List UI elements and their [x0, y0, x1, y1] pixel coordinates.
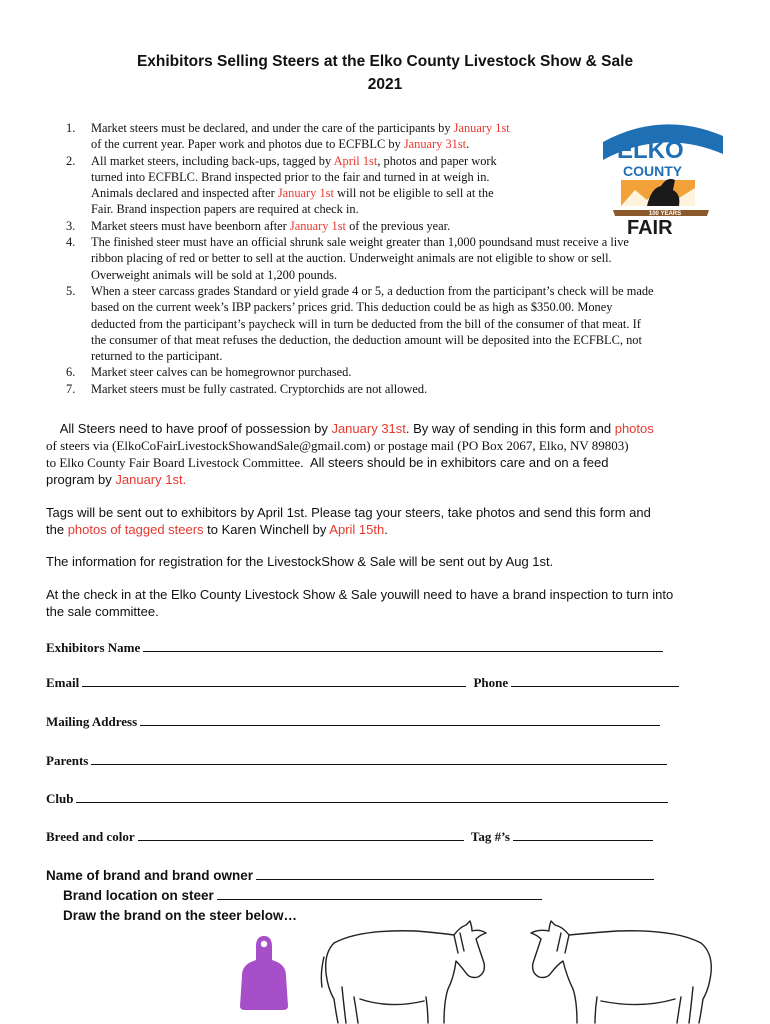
text-line [46, 471, 726, 488]
rule-item [44, 283, 724, 364]
text-segment: Fair. Brand inspection papers are required at check in. [91, 202, 359, 217]
parents-line[interactable] [91, 752, 667, 765]
text-line [91, 185, 611, 201]
text-line [46, 586, 726, 603]
rule-number: 2. [66, 153, 76, 168]
ear-tag-icon [234, 932, 294, 1012]
text-segment: of the current year. Paper work and photos due to ECFBLC by [91, 137, 404, 152]
text-segment: Animals declared and inspected after [91, 186, 278, 201]
text-line [46, 521, 726, 538]
text-segment: Market steers must be fully castrated. Cryptorchids are not allowed. [91, 381, 428, 396]
text-segment: Market steers must be declared, and under the care of the participants by [91, 121, 454, 135]
tag-label: Tag #’s [470, 829, 510, 844]
text-segment: Market steer calves can be homegrownor purchased. [91, 365, 352, 380]
highlighted-text: January 31st [403, 137, 467, 152]
instruction-paragraph [46, 553, 726, 570]
text-line [91, 234, 724, 250]
tag-line[interactable] [513, 828, 653, 841]
email-line[interactable] [82, 674, 466, 687]
highlighted-text: January 1st [453, 121, 510, 135]
highlighted-text: photos of tagged steers [67, 522, 204, 537]
highlighted-text: January 1st [289, 218, 346, 233]
instruction-paragraph [46, 504, 726, 538]
text-line [91, 299, 724, 315]
logo-county: COUNTY [623, 163, 683, 179]
text-segment: deducted from the participant’s paycheck will in turn be deducted from the bill of the consumer of that meat. If [91, 316, 641, 331]
text-line [91, 348, 724, 364]
rules-list [44, 120, 724, 397]
text-segment: The finished steer must have an official shrunk sale weight greater than 1,000 poundsand must receive a live [91, 235, 629, 250]
rule-number: 7. [66, 381, 76, 396]
phone-label: Phone [473, 675, 509, 690]
logo-arc-text: Livestock Show and Sale [609, 114, 686, 137]
text-segment: based on the current week’s IBP packers’ prices grid. This deduction could be as high as $350.00. Money [91, 300, 613, 315]
text-segment: will not be eligible to sell at the [333, 186, 494, 201]
mailing-address-field[interactable] [46, 713, 660, 730]
title-year: 2021 [367, 76, 403, 93]
highlighted-text: January 31st [331, 421, 406, 436]
highlighted-text: April 1st [333, 153, 378, 168]
text-segment: turned into ECFBLC. Brand inspected prior to the fair and turned in at weigh in. [91, 169, 490, 184]
text-line [91, 381, 724, 397]
breed-color-label: Breed and color [46, 829, 135, 844]
rule-number: 4. [66, 235, 76, 250]
rule-number: 5. [66, 283, 76, 298]
instruction-paragraph [46, 586, 726, 620]
instruction-paragraph [46, 420, 726, 488]
text-segment: the sale committee. [46, 604, 159, 619]
breed-color-line[interactable] [138, 828, 464, 841]
breed-color-field[interactable] [46, 828, 653, 845]
text-line [46, 553, 726, 570]
text-segment: . [466, 137, 470, 152]
club-label: Club [46, 791, 74, 806]
logo-years: 100 YEARS [648, 211, 682, 217]
text-line [46, 437, 726, 454]
text-line [46, 603, 726, 620]
text-segment: ribbon placing of red or better to sell at the auction. Underweight animals are not eligible to show or sell. [91, 251, 612, 266]
rule-item [44, 381, 724, 397]
text-line [46, 420, 726, 437]
text-line [91, 201, 611, 217]
text-line [91, 120, 611, 136]
text-segment: The information for registration for the LivestockShow & Sale will be sent out by Aug 1st. [46, 554, 554, 569]
email-field[interactable] [46, 674, 679, 691]
text-line [91, 364, 724, 380]
text-segment: to Karen Winchell by [203, 522, 330, 537]
logo-elko: ELKO [617, 137, 684, 164]
mailing-address-line[interactable] [140, 713, 660, 726]
parents-field[interactable] [46, 752, 667, 769]
steer-outline-left[interactable] [320, 917, 495, 1024]
highlighted-text: photos [614, 421, 654, 436]
rule-number: 1. [66, 121, 76, 135]
text-segment: of the previous year. [345, 218, 451, 233]
draw-brand-instruction: Draw the brand on the steer below… [63, 908, 298, 923]
text-line [91, 332, 724, 348]
rule-item [44, 234, 724, 283]
text-segment: program by [46, 472, 116, 487]
text-segment: of steers via (ElkoCoFairLivestockShowandSale@gmail.com) or postage mail (PO Box 2067, Elko, NV 89803) [46, 438, 629, 453]
text-line [46, 504, 726, 521]
text-segment: . By way of sending in this form and [405, 421, 615, 436]
brand-location-line[interactable] [217, 887, 542, 900]
brand-location-label: Brand location on steer [63, 888, 214, 903]
logo-fair: FAIR [627, 217, 673, 235]
rule-item [44, 364, 724, 380]
mailing-address-label: Mailing Address [46, 714, 138, 729]
rule-number: 6. [66, 365, 76, 380]
exhibitors-name-label: Exhibitors Name [46, 640, 141, 655]
text-segment: returned to the participant. [91, 349, 223, 364]
highlighted-text: January 1st. [115, 472, 187, 487]
text-line [91, 267, 724, 283]
email-label: Email [46, 675, 80, 690]
highlighted-text: April 15th [329, 522, 385, 537]
text-segment: At the check in at the Elko County Livestock Show & Sale youwill need to have a brand inspection to turn into [46, 587, 674, 602]
text-line [91, 250, 724, 266]
text-segment: All Steers need to have proof of possession by [46, 421, 332, 436]
rule-item [44, 120, 611, 153]
text-segment: , photos and paper work [377, 153, 497, 168]
brand-owner-field[interactable] [46, 867, 654, 885]
rule-number: 3. [66, 218, 76, 233]
text-segment: the [46, 522, 68, 537]
text-segment: All market steers, including back-ups, tagged by [91, 153, 334, 168]
text-segment: the consumer of that meat refuses the deduction, the deduction amount will be deposited into the ECFBLC, not [91, 332, 642, 347]
exhibitors-name-line[interactable] [143, 639, 663, 652]
text-line [91, 169, 611, 185]
text-segment: Tags will be sent out to exhibitors by April 1st. Please tag your steers, take photos and send this form and [46, 505, 651, 520]
text-line [91, 316, 724, 332]
text-segment: Market steers must have beenborn after [91, 218, 290, 233]
brand-owner-line[interactable] [256, 867, 654, 880]
rule-item [44, 218, 611, 234]
text-line [46, 454, 726, 471]
text-line [91, 153, 611, 169]
title-line-1: Exhibitors Selling Steers at the Elko County Livestock Show & Sale [136, 53, 634, 70]
exhibitors-name-field[interactable] [46, 639, 663, 656]
text-segment: . [384, 522, 388, 537]
page-title [0, 50, 770, 96]
text-line [91, 283, 724, 299]
steer-outline-right[interactable] [505, 917, 715, 1024]
text-line [91, 218, 611, 234]
text-segment: All steers should be in exhibitors care and on a feed [303, 455, 609, 470]
rule-item [44, 153, 611, 218]
parents-label: Parents [46, 753, 89, 768]
text-segment: Overweight animals will be sold at 1,200 pounds. [91, 267, 338, 282]
phone-line[interactable] [511, 674, 679, 687]
text-segment: to Elko County Fair Board Livestock Committee. [46, 455, 304, 470]
text-line [91, 136, 611, 152]
highlighted-text: January 1st [277, 186, 334, 201]
brand-owner-label: Name of brand and brand owner [46, 868, 254, 883]
brand-location-field[interactable] [63, 887, 542, 905]
text-segment: When a steer carcass grades Standard or yield grade 4 or 5, a deduction from the participant’s check will be made [91, 283, 654, 298]
club-field[interactable] [46, 790, 668, 807]
club-line[interactable] [76, 790, 668, 803]
